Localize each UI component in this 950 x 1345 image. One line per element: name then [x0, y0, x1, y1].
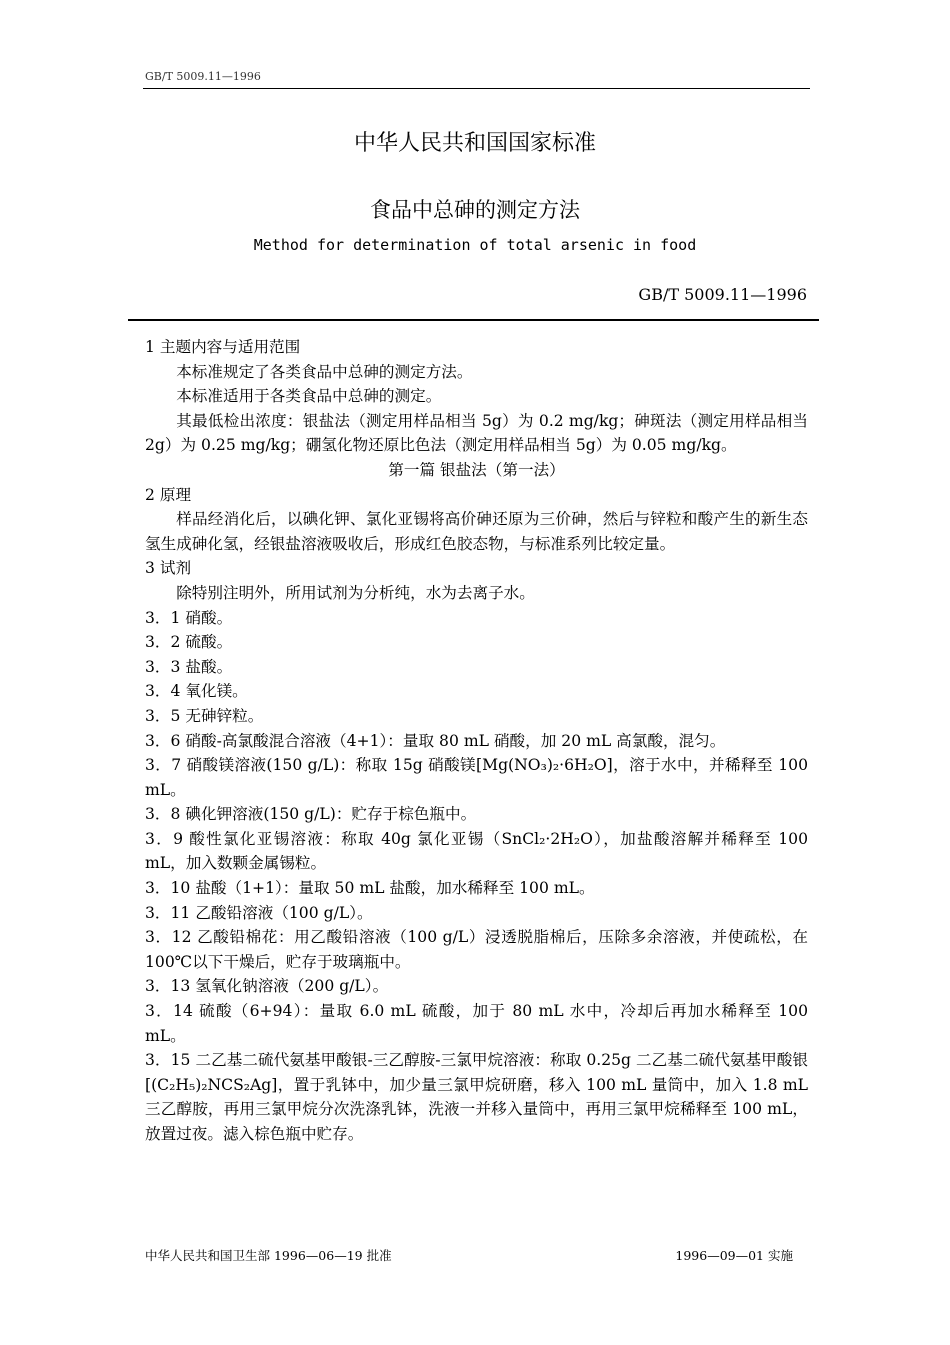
paragraph: 3．3 盐酸。	[145, 657, 233, 676]
effective-date: 1996—09—01 实施	[675, 1248, 793, 1263]
paragraph: 3．13 氢氧化钠溶液（200 g/L）。	[145, 977, 389, 996]
standard-number: GB/T 5009.11—1996	[638, 285, 807, 304]
english-title: Method for determination of total arsenic in food	[253, 236, 697, 254]
paragraph: 1 主题内容与适用范围	[145, 338, 301, 356]
document-title: 食品中总砷的测定方法	[370, 198, 580, 222]
paragraph: 3．1 硝酸。	[145, 608, 233, 627]
paragraph: 3．11 乙酸铅溶液（100 g/L）。	[145, 903, 373, 922]
paragraph: 3．8 碘化钾溶液(150 g/L)：贮存于棕色瓶中。	[145, 805, 477, 824]
paragraph: 本标准适用于各类食品中总砷的测定。	[176, 387, 442, 406]
paragraph: 3．12 乙酸铅棉花：用乙酸铅溶液（100 g/L）浸透脱脂棉后，压除多余溶液，并使疏松，在 100℃以下干燥后，贮存于玻璃瓶中。	[145, 928, 808, 971]
approval-line: 中华人民共和国卫生部 1996—06—19 批准	[145, 1248, 392, 1263]
title-rule	[128, 319, 819, 321]
paragraph: 2 原理	[145, 485, 192, 504]
paragraph: 本标准规定了各类食品中总砷的测定方法。	[176, 362, 473, 381]
paragraph: 3．15 二乙基二硫代氨基甲酸银-三乙醇胺-三氯甲烷溶液：称取 0.25g 二乙基二硫代氨基甲酸银[(C₂H₅)₂NCS₂Ag]，置于乳钵中，加少量三氯甲烷研磨，移入 100 mL 量筒中，加入 1.8 mL 三乙醇胺，再用三氯甲烷分次洗涤乳钵，洗液一并移入量筒中，再用三氯甲烷稀释至 100 mL，放置过夜。滤入棕色瓶中贮存。	[145, 1051, 808, 1143]
national-standard-title: 中华人民共和国国家标准	[353, 131, 596, 156]
paragraph: 3．2 硫酸。	[145, 633, 233, 652]
paragraph: 3．6 硝酸-高氯酸混合溶液（4+1）：量取 80 mL 硝酸，加 20 mL 高氯酸，混匀。	[145, 731, 726, 750]
paragraph: 3．9 酸性氯化亚锡溶液：称取 40g 氯化亚锡（SnCl₂·2H₂O），加盐酸溶解并稀释至 100 mL，加入数颗金属锡粒。	[145, 829, 808, 873]
paragraph: 3 试剂	[145, 559, 192, 578]
paragraph: 第一篇 银盐法（第一法）	[388, 460, 565, 479]
paragraph: 3．4 氧化镁。	[145, 682, 248, 701]
document-body	[145, 335, 808, 1147]
running-header: GB/T 5009.11—1996	[145, 70, 261, 83]
paragraph: 其最低检出浓度：银盐法（测定用样品相当 5g）为 0.2 mg/kg；砷斑法（测定用样品相当 2g）为 0.25 mg/kg；硼氢化物还原比色法（测定用样品相当 5g）为 0.05 mg/kg。	[145, 411, 808, 455]
paragraph: 3．14 硫酸（6+94）：量取 6.0 mL 硫酸，加于 80 mL 水中，冷却后再加水稀释至 100 mL。	[145, 1002, 808, 1045]
paragraph: 样品经消化后，以碘化钾、氯化亚锡将高价砷还原为三价砷，然后与锌粒和酸产生的新生态氢生成砷化氢，经银盐溶液吸收后，形成红色胶态物，与标准系列比较定量。	[145, 510, 808, 553]
header-rule	[143, 88, 810, 89]
paragraph: 除特别注明外，所用试剂为分析纯，水为去离子水。	[176, 583, 535, 602]
paragraph: 3．10 盐酸（1+1）：量取 50 mL 盐酸，加水稀释至 100 mL。	[145, 879, 595, 898]
paragraph: 3．5 无砷锌粒。	[145, 706, 264, 725]
paragraph: 3．7 硝酸镁溶液(150 g/L)：称取 15g 硝酸镁[Mg(NO₃)₂·6H₂O]，溶于水中，并稀释至 100 mL。	[145, 756, 808, 799]
